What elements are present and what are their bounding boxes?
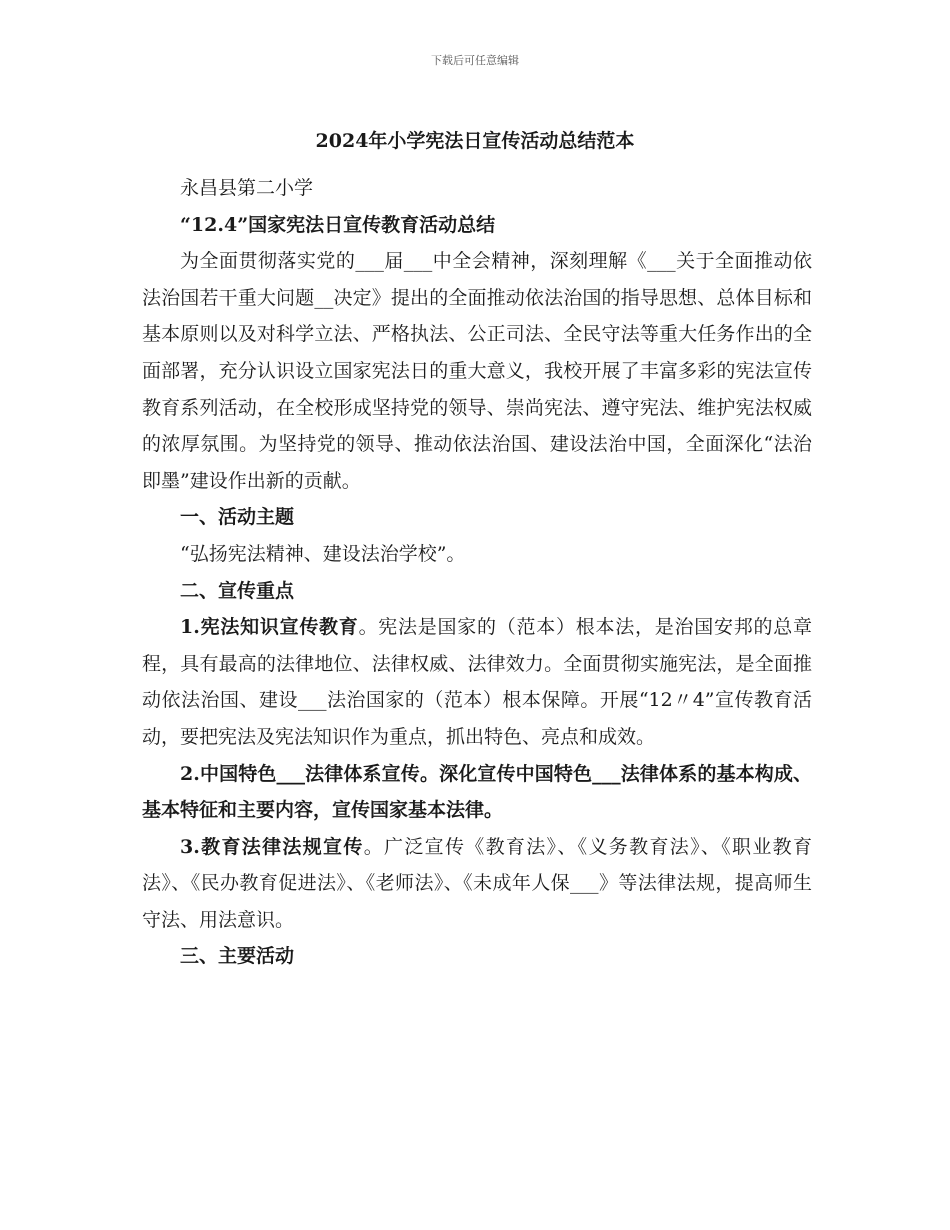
section3-heading: 三、主要活动: [180, 945, 295, 968]
section2-item1: [142, 609, 812, 755]
section2-item3: [142, 829, 812, 939]
school-name: 永昌县第二小学: [180, 177, 314, 199]
section2-heading: 二、宣传重点: [180, 579, 295, 602]
intro-paragraph: 为全面贯彻落实党的___届___中全会精神，深刻理解《___关于全面推动依法治国若干重大问题__决定》提出的全面推动依法治国的指导思想、总体目标和基本原则以及对科学立法、严格执法、公正司法、全民守法等重大任务作出的全面部署，充分认识设立国家宪法日的重大意义，我校开展了丰富多彩的宪法宣传教育系列活动，在全校形成坚持党的领导、崇尚宪法、遵守宪法、维护宪法权威的浓厚氛围。为坚持党的领导、推动依法治国、建设法治中国，全面深化“法治即墨”建设作出新的贡献。: [142, 250, 812, 492]
item3-text: 。广泛宣传《教育法》、《义务教育法》、《职业教育法》、《民办教育促进法》、《老师法》、《未成年人保___》等法律法规，提高师生守法、用法意识。: [142, 835, 812, 931]
item3-label: 3.教育法律法规宣传: [180, 835, 364, 858]
item1-label: 1.宪法知识宣传教育: [180, 616, 359, 639]
section1-text: “弘扬宪法精神、建设法治学校”。: [180, 542, 466, 565]
document-title: 2024年小学宪法日宣传活动总结范本: [315, 130, 635, 152]
subtitle: “12.4”国家宪法日宣传教育活动总结: [180, 213, 496, 236]
page-header-note: 下载后可任意编辑: [431, 54, 519, 67]
item1-text: 。宪法是国家的（范本）根本法，是治国安邦的总章程，具有最高的法律地位、法律权威、法律效力。全面贯彻实施宪法，是全面推动依法治国、建设___法治国家的（范本）根本保障。开展“12〃4”宣传教育活动，要把宪法及宪法知识作为重点，抓出特色、亮点和成效。: [142, 616, 812, 748]
document-body: [142, 170, 812, 975]
section2-item2: 2.中国特色___法律体系宣传。深化宣传中国特色___法律体系的基本构成、基本特征和主要内容，宣传国家基本法律。: [142, 762, 812, 822]
section1-heading: 一、活动主题: [180, 506, 295, 529]
